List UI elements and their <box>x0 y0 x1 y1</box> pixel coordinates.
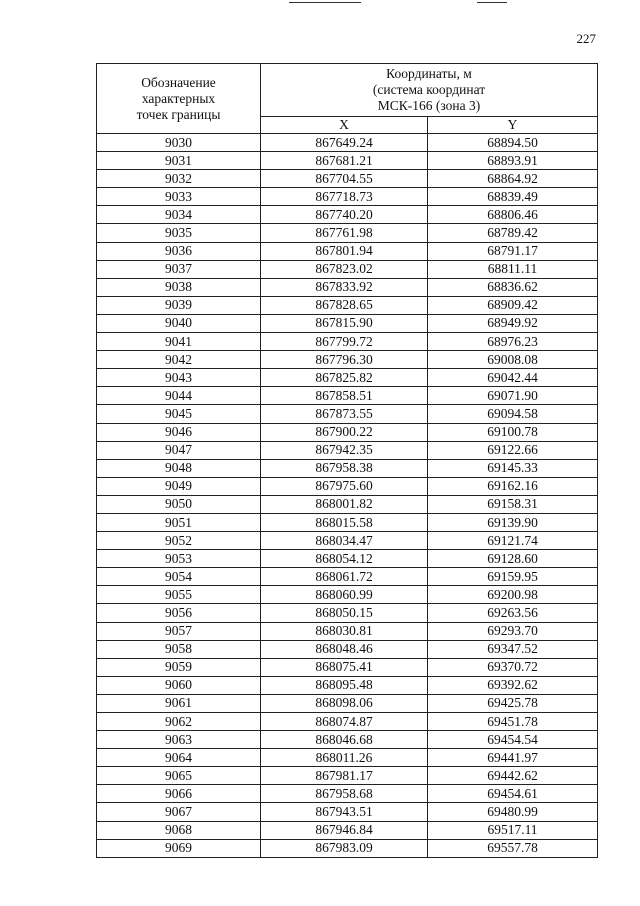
point-id: 9059 <box>97 658 261 676</box>
y-coordinate: 68806.46 <box>428 206 598 224</box>
x-coordinate: 867833.92 <box>261 278 428 296</box>
y-coordinate: 69094.58 <box>428 405 598 423</box>
point-id: 9036 <box>97 242 261 260</box>
x-coordinate: 868034.47 <box>261 532 428 550</box>
point-id: 9058 <box>97 640 261 658</box>
y-coordinate: 68789.42 <box>428 224 598 242</box>
table-row <box>97 441 598 459</box>
y-coordinate: 69162.16 <box>428 477 598 495</box>
y-coordinate: 68791.17 <box>428 242 598 260</box>
point-id: 9046 <box>97 423 261 441</box>
page-number: 227 <box>576 31 596 46</box>
y-coordinate: 69454.61 <box>428 785 598 803</box>
y-coordinate: 69008.08 <box>428 351 598 369</box>
table-row <box>97 170 598 188</box>
x-coordinate: 867801.94 <box>261 242 428 260</box>
table-row <box>97 731 598 749</box>
top-mark-left <box>289 2 361 3</box>
table-row <box>97 188 598 206</box>
table-row <box>97 586 598 604</box>
point-id: 9064 <box>97 749 261 767</box>
y-coordinate: 69128.60 <box>428 550 598 568</box>
x-coordinate: 867799.72 <box>261 333 428 351</box>
table-row <box>97 513 598 531</box>
y-coordinate: 68949.92 <box>428 314 598 332</box>
table-row <box>97 242 598 260</box>
point-id: 9057 <box>97 622 261 640</box>
point-id: 9037 <box>97 260 261 278</box>
y-coordinate: 68836.62 <box>428 278 598 296</box>
x-coordinate: 867825.82 <box>261 369 428 387</box>
table-row <box>97 459 598 477</box>
x-coordinate: 867873.55 <box>261 405 428 423</box>
y-coordinate: 69441.97 <box>428 749 598 767</box>
x-coordinate: 868011.26 <box>261 749 428 767</box>
y-coordinate: 69042.44 <box>428 369 598 387</box>
coordinates-table <box>96 63 598 858</box>
y-coordinate: 69442.62 <box>428 767 598 785</box>
header-designation <box>97 64 261 134</box>
point-id: 9063 <box>97 731 261 749</box>
table-row <box>97 568 598 586</box>
point-id: 9033 <box>97 188 261 206</box>
point-id: 9061 <box>97 694 261 712</box>
x-coordinate: 868098.06 <box>261 694 428 712</box>
point-id: 9032 <box>97 170 261 188</box>
point-id: 9038 <box>97 278 261 296</box>
x-coordinate: 868046.68 <box>261 731 428 749</box>
x-coordinate: 868061.72 <box>261 568 428 586</box>
point-id: 9062 <box>97 713 261 731</box>
y-coordinate: 69200.98 <box>428 586 598 604</box>
x-coordinate: 867823.02 <box>261 260 428 278</box>
table-row <box>97 369 598 387</box>
point-id: 9044 <box>97 387 261 405</box>
y-coordinate: 68909.42 <box>428 296 598 314</box>
table-row <box>97 278 598 296</box>
y-coordinate: 69392.62 <box>428 676 598 694</box>
x-coordinate: 867983.09 <box>261 839 428 857</box>
y-coordinate: 69451.78 <box>428 713 598 731</box>
y-coordinate: 69159.95 <box>428 568 598 586</box>
point-id: 9040 <box>97 314 261 332</box>
point-id: 9050 <box>97 495 261 513</box>
point-id: 9039 <box>97 296 261 314</box>
y-coordinate: 68811.11 <box>428 260 598 278</box>
x-coordinate: 868001.82 <box>261 495 428 513</box>
x-coordinate: 867943.51 <box>261 803 428 821</box>
table-row <box>97 785 598 803</box>
y-coordinate: 69347.52 <box>428 640 598 658</box>
table-row <box>97 224 598 242</box>
point-id: 9034 <box>97 206 261 224</box>
y-coordinate: 68839.49 <box>428 188 598 206</box>
table-row <box>97 532 598 550</box>
y-coordinate: 69139.90 <box>428 513 598 531</box>
y-coordinate: 68893.91 <box>428 152 598 170</box>
table-row <box>97 351 598 369</box>
x-coordinate: 867942.35 <box>261 441 428 459</box>
y-coordinate: 69121.74 <box>428 532 598 550</box>
point-id: 9066 <box>97 785 261 803</box>
x-coordinate: 867958.38 <box>261 459 428 477</box>
point-id: 9041 <box>97 333 261 351</box>
header-x: X <box>261 117 428 134</box>
table-row <box>97 694 598 712</box>
point-id: 9031 <box>97 152 261 170</box>
y-coordinate: 69557.78 <box>428 839 598 857</box>
x-coordinate: 867981.17 <box>261 767 428 785</box>
table-row <box>97 839 598 857</box>
y-coordinate: 69158.31 <box>428 495 598 513</box>
table-row <box>97 314 598 332</box>
x-coordinate: 867900.22 <box>261 423 428 441</box>
y-coordinate: 69454.54 <box>428 731 598 749</box>
table-row <box>97 604 598 622</box>
point-id: 9054 <box>97 568 261 586</box>
header-coordinates <box>261 64 598 117</box>
table-row <box>97 206 598 224</box>
table-row <box>97 296 598 314</box>
table-row <box>97 477 598 495</box>
x-coordinate: 868015.58 <box>261 513 428 531</box>
point-id: 9049 <box>97 477 261 495</box>
point-id: 9047 <box>97 441 261 459</box>
table-row <box>97 767 598 785</box>
x-coordinate: 867718.73 <box>261 188 428 206</box>
table-row <box>97 405 598 423</box>
x-coordinate: 867958.68 <box>261 785 428 803</box>
header-y: Y <box>428 117 598 134</box>
point-id: 9030 <box>97 134 261 152</box>
table-row <box>97 713 598 731</box>
table-row <box>97 749 598 767</box>
point-id: 9035 <box>97 224 261 242</box>
x-coordinate: 867649.24 <box>261 134 428 152</box>
x-coordinate: 867796.30 <box>261 351 428 369</box>
y-coordinate: 69100.78 <box>428 423 598 441</box>
x-coordinate: 868048.46 <box>261 640 428 658</box>
y-coordinate: 68864.92 <box>428 170 598 188</box>
table-row <box>97 260 598 278</box>
header-designation-text: Обозначение характерных точек границы <box>136 74 221 122</box>
y-coordinate: 69517.11 <box>428 821 598 839</box>
x-coordinate: 868050.15 <box>261 604 428 622</box>
x-coordinate: 867828.65 <box>261 296 428 314</box>
point-id: 9052 <box>97 532 261 550</box>
x-coordinate: 867681.21 <box>261 152 428 170</box>
x-coordinate: 867761.98 <box>261 224 428 242</box>
x-coordinate: 867858.51 <box>261 387 428 405</box>
point-id: 9048 <box>97 459 261 477</box>
point-id: 9060 <box>97 676 261 694</box>
point-id: 9043 <box>97 369 261 387</box>
y-coordinate: 69071.90 <box>428 387 598 405</box>
table-row <box>97 821 598 839</box>
header-coordinates-text: Координаты, м (система координат МСК-166 (зона 3) <box>372 66 486 113</box>
x-coordinate: 868030.81 <box>261 622 428 640</box>
table-row <box>97 152 598 170</box>
table-row <box>97 676 598 694</box>
point-id: 9053 <box>97 550 261 568</box>
x-coordinate: 868074.87 <box>261 713 428 731</box>
table-row <box>97 495 598 513</box>
point-id: 9045 <box>97 405 261 423</box>
table-row <box>97 333 598 351</box>
y-coordinate: 68976.23 <box>428 333 598 351</box>
header-row <box>97 64 598 117</box>
x-coordinate: 867704.55 <box>261 170 428 188</box>
top-scan-marks <box>0 2 640 6</box>
top-mark-right <box>477 2 507 3</box>
table-row <box>97 803 598 821</box>
table-row <box>97 387 598 405</box>
point-id: 9065 <box>97 767 261 785</box>
x-coordinate: 868075.41 <box>261 658 428 676</box>
x-coordinate: 868054.12 <box>261 550 428 568</box>
x-coordinate: 868060.99 <box>261 586 428 604</box>
y-coordinate: 69370.72 <box>428 658 598 676</box>
table-row <box>97 423 598 441</box>
x-coordinate: 867740.20 <box>261 206 428 224</box>
y-coordinate: 69122.66 <box>428 441 598 459</box>
x-coordinate: 867815.90 <box>261 314 428 332</box>
x-coordinate: 867946.84 <box>261 821 428 839</box>
point-id: 9067 <box>97 803 261 821</box>
table-row <box>97 134 598 152</box>
x-coordinate: 868095.48 <box>261 676 428 694</box>
table-body <box>97 134 598 858</box>
point-id: 9051 <box>97 513 261 531</box>
y-coordinate: 69293.70 <box>428 622 598 640</box>
point-id: 9068 <box>97 821 261 839</box>
y-coordinate: 68894.50 <box>428 134 598 152</box>
table-row <box>97 550 598 568</box>
y-coordinate: 69145.33 <box>428 459 598 477</box>
table-row <box>97 658 598 676</box>
point-id: 9042 <box>97 351 261 369</box>
y-coordinate: 69263.56 <box>428 604 598 622</box>
point-id: 9055 <box>97 586 261 604</box>
x-coordinate: 867975.60 <box>261 477 428 495</box>
y-coordinate: 69480.99 <box>428 803 598 821</box>
point-id: 9056 <box>97 604 261 622</box>
point-id: 9069 <box>97 839 261 857</box>
y-coordinate: 69425.78 <box>428 694 598 712</box>
table-row <box>97 622 598 640</box>
table-row <box>97 640 598 658</box>
